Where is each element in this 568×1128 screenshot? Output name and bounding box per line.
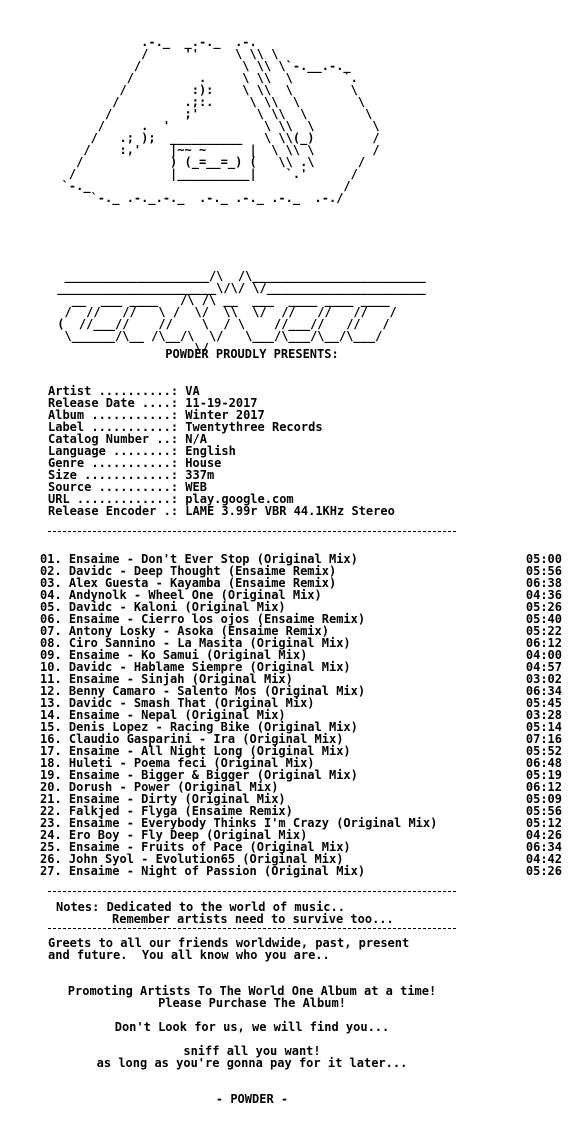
track-duration: 05:00 xyxy=(525,552,562,566)
footer-signature: - POWDER - xyxy=(215,1092,289,1106)
track-title: 11. Ensaime - Sinjah (Original Mix) xyxy=(40,672,293,686)
track-title: 10. Davidc - Hablame Siempre (Original Mix) xyxy=(40,660,351,674)
info-label-catalog: Catalog Number ..: xyxy=(48,432,179,446)
track-duration: 05:45 xyxy=(525,696,562,710)
info-label-label: Label ...........: xyxy=(48,420,179,434)
info-value-release-date: 11-19-2017 xyxy=(185,396,258,410)
info-label-album: Album ...........: xyxy=(48,408,179,422)
track-duration: 03:28 xyxy=(525,708,562,722)
powder-ascii-logo: ____________________/\ /\________________________ ______________________\/\/ \/______________________ __ ___ ____ /\ /\ __ ___ ____ ____ ____ / // // \ / \/ \\ \/ // // // / ( //___// // \ / \ //___// // / \______/\__ /\__/\ \/ \___/\___/\__/\___/ \/ xyxy=(57,269,426,355)
divider xyxy=(48,891,456,892)
notes-line-1: Notes: Dedicated to the world of music.. xyxy=(56,900,345,914)
track-title: 21. Ensaime - Dirty (Original Mix) xyxy=(40,792,286,806)
track-title: 15. Denis Lopez - Racing Bike (Original Mix) xyxy=(40,720,358,734)
promo-line-1: Promoting Artists To The World One Album at a time! xyxy=(67,984,437,998)
track-duration: 04:42 xyxy=(525,852,562,866)
presents-line: POWDER PROUDLY PRESENTS: xyxy=(165,347,339,361)
info-label-encoder: Release Encoder .: xyxy=(48,504,179,518)
track-title: 08. Ciro Sannino - La Masita (Original Mix) xyxy=(40,636,351,650)
info-value-encoder: LAME 3.99r VBR 44.1KHz Stereo xyxy=(185,504,395,518)
track-title: 19. Ensaime - Bigger & Bigger (Original Mix) xyxy=(40,768,358,782)
info-label-release-date: Release Date ....: xyxy=(48,396,179,410)
track-title: 12. Benny Camaro - Salento Mos (Original Mix) xyxy=(40,684,366,698)
cassette-ascii-art: .-._ _.-._ .-. / '' \ \\ \ / \ \\ \`-.__.-._ / . \ \\ \ `. / :): \ \\ \ \ / .;:. \ \\ \ \ / ;' \ \\ \ \ / . ' \ \\ \ \ / .; ); __________ \ \\(_) / / :,' |~~ ~ | \ \\ \ / / ) (_=__=_) ( \\ .\ / / |__________| `.' / `-._ / `-._ .-._.-._ .-._ .-._ .-._ .-./ xyxy=(61,35,380,205)
info-label-url: URL .............: xyxy=(48,492,179,506)
track-duration: 05:22 xyxy=(525,624,562,638)
track-duration: 05:14 xyxy=(525,720,562,734)
track-duration: 04:36 xyxy=(525,588,562,602)
info-label-source: Source ..........: xyxy=(48,480,179,494)
track-duration: 05:56 xyxy=(525,804,562,818)
divider xyxy=(48,928,456,929)
info-label-size: Size ............: xyxy=(48,468,179,482)
track-duration: 06:38 xyxy=(525,576,562,590)
track-row xyxy=(40,865,562,877)
info-value-url: play.google.com xyxy=(185,492,294,506)
greets-line-2: and future. You all know who you are.. xyxy=(48,948,330,962)
track-title: 14. Ensaime - Nepal (Original Mix) xyxy=(40,708,286,722)
track-title: 22. Falkjed - Flyga (Ensaime Remix) xyxy=(40,804,293,818)
track-duration: 03:02 xyxy=(525,672,562,686)
sniff-line-1: sniff all you want! xyxy=(183,1044,321,1058)
track-duration: 04:26 xyxy=(525,828,562,842)
info-value-catalog: N/A xyxy=(185,432,207,446)
info-label-artist: Artist ..........: xyxy=(48,384,179,398)
track-title: 13. Davidc - Smash That (Original Mix) xyxy=(40,696,315,710)
info-value-source: WEB xyxy=(185,480,207,494)
info-value-label: Twentythree Records xyxy=(185,420,323,434)
track-duration: 06:34 xyxy=(525,684,562,698)
track-duration: 06:12 xyxy=(525,780,562,794)
track-duration: 06:12 xyxy=(525,636,562,650)
info-label-genre: Genre ...........: xyxy=(48,456,179,470)
track-duration: 06:48 xyxy=(525,756,562,770)
track-title: 01. Ensaime - Don't Ever Stop (Original Mix) xyxy=(40,552,358,566)
track-duration: 05:56 xyxy=(525,564,562,578)
track-title: 24. Ero Boy - Fly Deep (Original Mix) xyxy=(40,828,308,842)
track-title: 03. Alex Guesta - Kayamba (Ensaime Remix) xyxy=(40,576,337,590)
info-value-size: 337m xyxy=(185,468,215,482)
track-title: 17. Ensaime - All Night Long (Original Mix) xyxy=(40,744,351,758)
track-title: 23. Ensaime - Everybody Thinks I'm Crazy (Original Mix) xyxy=(40,816,438,830)
track-duration: 07:16 xyxy=(525,732,562,746)
greets-line-1: Greets to all our friends worldwide, past, present xyxy=(48,936,410,950)
track-title: 27. Ensaime - Night of Passion (Original Mix) xyxy=(40,864,366,878)
info-value-artist: VA xyxy=(185,384,200,398)
notes-line-2: Remember artists need to survive too... xyxy=(112,912,394,926)
track-title: 06. Ensaime - Cierro los ojos (Ensaime Remix) xyxy=(40,612,366,626)
track-duration: 04:57 xyxy=(525,660,562,674)
track-title: 09. Ensaime - Ko Samui (Original Mix) xyxy=(40,648,308,662)
motto-line: Don't Look for us, we will find you... xyxy=(114,1020,390,1034)
info-value-language: English xyxy=(185,444,236,458)
track-title: 04. Andynolk - Wheel One (Original Mix) xyxy=(40,588,322,602)
track-duration: 05:12 xyxy=(525,816,562,830)
track-title: 02. Davidc - Deep Thought (Ensaime Remix) xyxy=(40,564,337,578)
info-label-language: Language ........: xyxy=(48,444,179,458)
track-title: 20. Dorush - Power (Original Mix) xyxy=(40,780,279,794)
track-duration: 04:00 xyxy=(525,648,562,662)
track-duration: 05:19 xyxy=(525,768,562,782)
track-duration: 06:34 xyxy=(525,840,562,854)
track-duration: 05:52 xyxy=(525,744,562,758)
info-value-genre: House xyxy=(185,456,222,470)
promo-line-2: Please Purchase The Album! xyxy=(158,996,346,1010)
track-title: 25. Ensaime - Fruits of Pace (Original Mix) xyxy=(40,840,351,854)
info-value-album: Winter 2017 xyxy=(185,408,265,422)
track-duration: 05:26 xyxy=(525,600,562,614)
track-title: 05. Davidc - Kaloni (Original Mix) xyxy=(40,600,286,614)
track-duration: 05:40 xyxy=(525,612,562,626)
info-row xyxy=(48,505,395,517)
track-title: 16. Claudio Gasparini - Ira (Original Mix) xyxy=(40,732,344,746)
track-title: 18. Huleti - Poema feci (Original Mix) xyxy=(40,756,315,770)
track-title: 26. John Syol - Evolution65 (Original Mix) xyxy=(40,852,344,866)
divider xyxy=(48,531,456,532)
track-duration: 05:26 xyxy=(525,864,562,878)
track-title: 07. Antony Losky - Asoka (Ensaime Remix) xyxy=(40,624,329,638)
track-duration: 05:09 xyxy=(525,792,562,806)
sniff-line-2: as long as you're gonna pay for it later... xyxy=(96,1056,408,1070)
